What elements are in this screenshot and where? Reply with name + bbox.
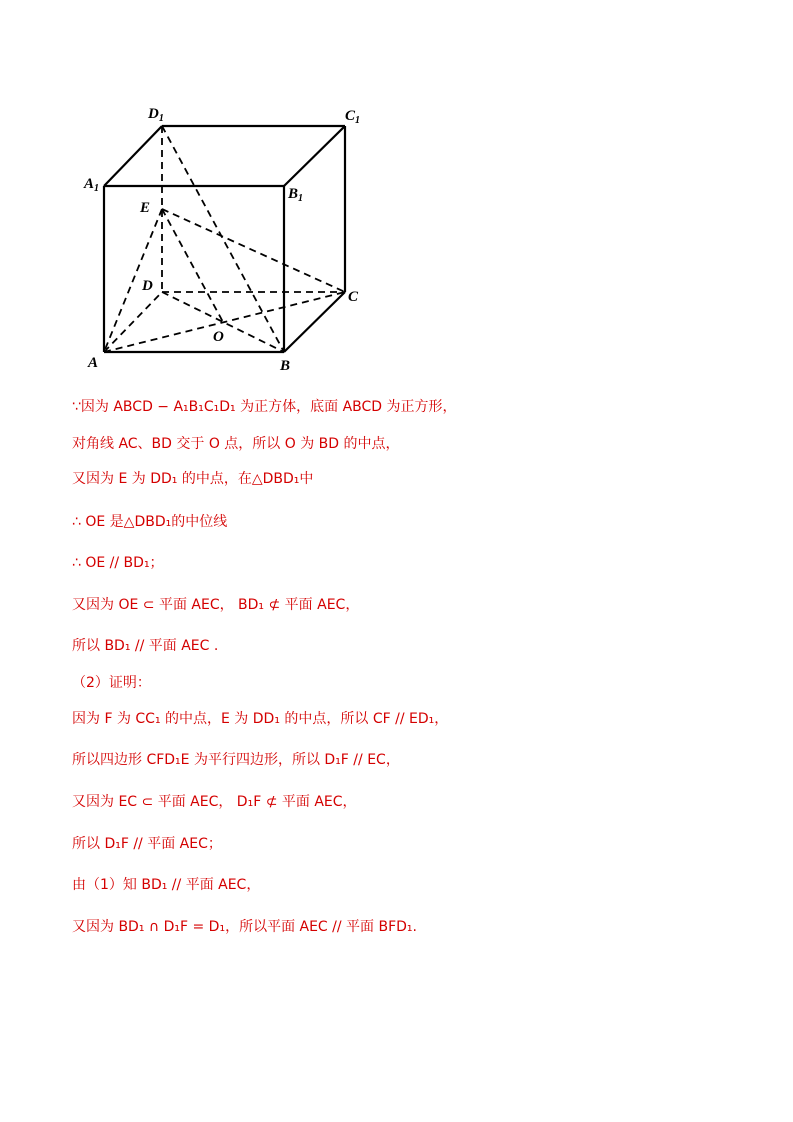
proof-line-12: 由（1）知 BD₁ // 平面 AEC， [72,877,261,893]
cube-diagram [80,100,380,380]
edge-ad [104,292,162,352]
proof-line-7: 所以 BD₁ // 平面 AEC . [72,638,219,654]
proof-line-9: 所以四边形 CFD₁E 为平行四边形，所以 D₁F // EC， [72,752,400,768]
label-e: E [140,200,151,216]
label-c1: $C_1$ [345,108,361,126]
label-c: C [348,289,359,305]
proof-line-11: 所以 D₁F // 平面 AEC； [72,836,222,852]
label-b1: $B_1$ [288,186,304,204]
label-b: B [280,358,291,374]
proof-line-3: 又因为 E 为 DD₁ 的中点，在△DBD₁中 [72,471,314,487]
proof-line-10: 又因为 EC ⊂ 平面 AEC， D₁F ⊄ 平面 AEC， [72,794,357,810]
proof-line-6: 又因为 OE ⊂ 平面 AEC， BD₁ ⊄ 平面 AEC， [72,597,360,613]
proof-line-5: ∴ OE // BD₁； [72,555,164,571]
label-d1: $D_1$ [148,106,164,124]
edge-b1c1 [284,126,345,186]
proof-line-2: 对角线 AC、BD 交于 O 点，所以 O 为 BD 的中点， [72,436,400,452]
edge-a1d1 [104,126,162,186]
label-a1: $A_1$ [84,176,100,194]
proof-line-13: 又因为 BD₁ ∩ D₁F = D₁，所以平面 AEC // 平面 BFD₁. [72,919,417,935]
diagonal-ac [104,292,345,352]
cube-figure [80,100,380,380]
label-d: D [142,278,153,294]
segment-eo [162,209,223,322]
solid-edges [104,126,345,352]
hidden-edges [104,126,345,352]
label-o: O [213,329,224,345]
proof-line-4: ∴ OE 是△DBD₁的中位线 [72,514,228,530]
proof-line-8: 因为 F 为 CC₁ 的中点，E 为 DD₁ 的中点，所以 CF // ED₁， [72,711,449,727]
segment-ec [162,209,345,292]
proof-line-1: ∵因为 ABCD − A₁B₁C₁D₁ 为正方体，底面 ABCD 为正方形， [72,399,457,415]
label-a: A [88,355,99,371]
segment-ae [104,209,162,352]
proof-heading-2: （2）证明： [72,675,151,691]
segment-bd1 [162,126,284,352]
edge-bc [284,292,345,352]
